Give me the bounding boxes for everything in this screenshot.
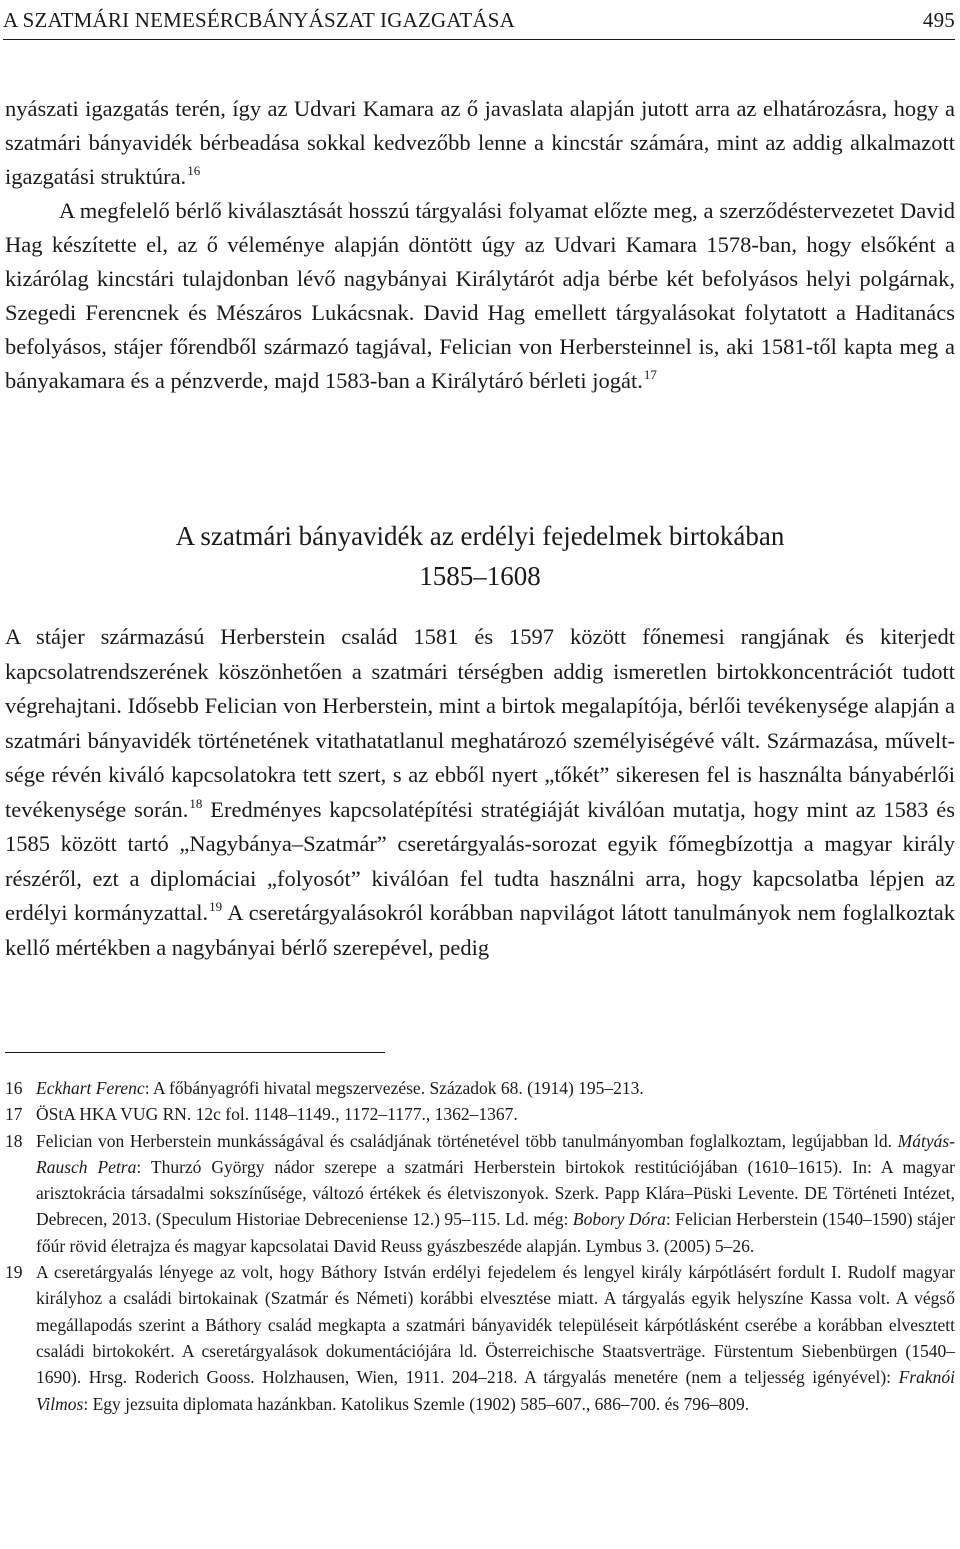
paragraph-text: A megfelelő bérlő kiválasztását hosszú tárgyalási folyamat előzte meg, a szerződéstervezetet David Hag készítette el, az ő véleménye alapján döntött úgy az Udvari Kamara 1578-ban, hogy elsőként a kizárólag kincstári tulajdonban lévő nagybányai Királytárót adja bérbe két befolyásos helyi polgárnak, Szegedi Ferencnek és Mészáros Lukácsnak. David Hag emellett tárgyalásokat folytatott a Haditanács befolyásos, stájer főrendből származó tagjával, Felician von Herbersteinnel is, aki 1581-től kapta meg a bányakamara és a pénzverde, majd 1583-ban a Királytáró bérleti jogát. [5, 198, 955, 393]
paragraph [5, 620, 955, 965]
footnote-number: 18 [5, 1130, 23, 1151]
paragraph-text: A stájer származású Herberstein család 1581 és 1597 között főnemesi rangjának és kiterjedt kapcsolatrendszerének köszönhetően a szatmári térségben addig ismeretlen birtokkoncentrációt tudott végrehajtani. Idősebb Felician von Herberstein, mint a birtok megalapítója, bérlői tevékenysége alapján a szatmári bányavidék történetének vitathatatlanul meghatározó személyiségévé vált. Származása, műveltsége révén kiváló kapcsolatokra tett szert, s az ebből nyert „tőkét” sikeresen fel is használta bányabérlői tevékenysége során. [5, 624, 955, 822]
paragraph-text: A cseretárgyalásokról korábban napvilágot látott tanulmányok nem foglalkoztak kellő mértékben a nagybányai bérlő szerepével, pedig [5, 900, 955, 960]
footnote-number: 16 [5, 1078, 23, 1098]
footnote-item [5, 1128, 955, 1259]
footnote-text: : A főbányagrófi hivatal megszervezése. Századok 68. (1914) 195–213. [144, 1078, 644, 1098]
footnote-number: 17 [5, 1104, 23, 1125]
footnote-text: A cseretárgyalás lényege az volt, hogy Báthory István erdélyi fejedelem és lengyel király kárpótlásért fordult I. Rudolf magyar királyhoz a családi birtokainak (Szatmár és Németi) korábbi elvesztése miatt. A tárgyalás egyik helyszíne Kassa volt. A végső megállapodás szerint a Báthory család megkapta a szatmári bányavidék településeit kárpótlásként cserébe a korábban elvesztett családi birtokokért. A cseretárgyalások dokumentációjára ld. Österreichische Staatsverträge. Fürstentum Siebenbürgen (1540–1690). Hrsg. Roderich Gooss. Holzhausen, Wien, 1911. 204–218. A tárgyalás menetére (nem a teljesség igényével): [36, 1262, 955, 1388]
footnote-rule [5, 1052, 385, 1053]
page-number: 495 [922, 8, 955, 32]
footnote-text: Felician von Herberstein munkásságával és családjának történetével több tanulmányomban foglalkoztam, legújabban ld. [36, 1130, 898, 1151]
footnote-number: 19 [5, 1262, 23, 1283]
footnote-author: Eckhart Ferenc [36, 1078, 145, 1098]
footnote-item [5, 1075, 955, 1101]
footnote-author: Bobory Dóra [572, 1209, 666, 1230]
section-heading-years: 1585–1608 [419, 561, 541, 591]
footnote-ref[interactable]: 16 [187, 163, 201, 178]
paragraph [5, 92, 955, 194]
running-header [3, 6, 955, 36]
footnote-ref[interactable]: 18 [189, 795, 203, 811]
footnote-author: Fraknói Vilmos [36, 1367, 955, 1414]
footnote-item [5, 1101, 955, 1127]
footnote-item [5, 1259, 955, 1417]
footnote-ref[interactable]: 17 [643, 367, 657, 382]
footnote-text: : Felician Herberstein (1540–1590) stájer főúr rövid életrajza és magyar kapcsolatai David Reuss gyászbeszéde alapján. Lymbus 3. (2005) 5–26. [36, 1209, 956, 1256]
footnote-text: : Egy jezsuita diplomata hazánkban. Katolikus Szemle (1902) 585–607., 686–700. és 796–809. [83, 1393, 750, 1414]
body-section-2 [5, 620, 955, 965]
footnote-text: ÖStA HKA VUG RN. 12c fol. 1148–1149., 1172–1177., 1362–1367. [36, 1104, 518, 1125]
footnote-text: : Thurzó György nádor szerepe a szatmári Herberstein birtokok restitúciójában (1610–1615). In: A magyar arisztokrácia társadalmi sokszínűsége, változó értékek és életviszonyok. Szerk. Papp Klára–Püski Levente. DE Történeti Intézet, Debrecen, 2013. (Speculum Historiae Debreceniense 12.) 95–115. Ld. még: [36, 1156, 955, 1230]
footnote-ref[interactable]: 19 [209, 899, 223, 914]
paragraph [5, 194, 955, 398]
section-heading: A szatmári bányavidék az erdélyi fejedelmek birtokában [175, 521, 785, 551]
footnotes [5, 1075, 955, 1417]
body-section-1 [5, 92, 955, 398]
paragraph-text: nyászati igazgatás terén, így az Udvari Kamara az ő javaslata alapján jutott arra az elhatározásra, hogy a szatmári bányavidék bérbeadása sokkal kedvezőbb lenne a kincstár számára, mint az addig alkalmazott igazgatási struktúra. [5, 96, 955, 189]
footnote-author: Mátyás-Rausch Petra [36, 1130, 955, 1177]
header-rule [3, 39, 955, 40]
paragraph-text: Eredményes kapcsolatépítési stratégiáját kiválóan mutatja, hogy mint az 1583 és 1585 között tartó „Nagybánya–Szatmár” cseretárgyalás-sorozat egyik főmegbízottja a magyar király részéről, ezt a diplomáciai „folyosót” kiválóan fel tudta használni arra, hogy kapcsolatba lépjen az erdélyi kormányzattal. [5, 796, 955, 925]
running-title: A SZATMÁRI NEMESÉRCBÁNYÁSZAT IGAZGATÁSA [3, 8, 516, 32]
